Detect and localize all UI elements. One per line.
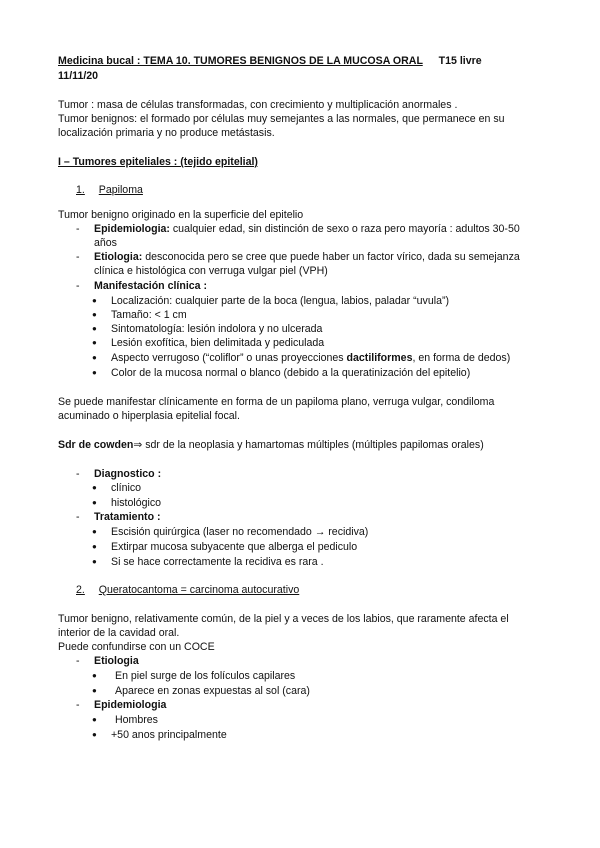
epid-label: Epidemiologia: <box>94 223 170 235</box>
bullet-marker: ● <box>92 527 97 536</box>
bullet-marker: ● <box>92 671 97 680</box>
dash-marker: - <box>76 511 80 523</box>
dash-marker: - <box>76 655 80 667</box>
section-1-title: I – Tumores epiteliales : (tejido epitelial) <box>58 156 258 168</box>
list-item: clínico <box>111 482 142 494</box>
bullet-marker: ● <box>92 686 97 695</box>
dash-marker: - <box>76 468 80 480</box>
cowden-text: sdr de la neoplasia y hamartomas múltiples (múltiples papilomas orales) <box>142 439 484 451</box>
bullet-marker: ● <box>92 730 97 739</box>
bullet-marker: ● <box>92 557 97 566</box>
doc-tag: T15 livre <box>438 55 482 67</box>
diag-label: Diagnostico : <box>94 468 162 480</box>
item5-post: , en forma de dedos) <box>412 352 511 364</box>
queratocantoma-number: 2. <box>76 584 85 596</box>
list-item: Aparece en zonas expuestas al sol (cara) <box>115 685 310 697</box>
arrow-icon: ⇒ <box>133 439 143 451</box>
bullet-marker: ● <box>92 368 97 377</box>
list-item: +50 anos principalmente <box>111 729 227 741</box>
epid-text-2: años <box>94 237 117 249</box>
bullet-marker: ● <box>92 715 97 724</box>
etio-label: Etiologia: <box>94 251 143 263</box>
list-item <box>111 351 510 365</box>
bullet-marker: ● <box>92 310 97 319</box>
header-line <box>58 54 482 68</box>
cowden-line <box>58 438 484 452</box>
list-item: Color de la mucosa normal o blanco (debido a la queratinización del epitelio) <box>111 367 471 379</box>
papiloma-number: 1. <box>76 184 85 196</box>
list-item: Lesión exofítica, bien delimitada y pediculada <box>111 337 325 349</box>
epid-text: cualquier edad, sin distinción de sexo o raza pero mayoría : adultos 30-50 <box>169 223 520 235</box>
list-item: Tamaño: < 1 cm <box>111 309 187 321</box>
list-item: Escisión quirúrgica (laser no recomendado → recidiva) <box>111 526 369 538</box>
querato-def-1: Tumor benigno, relativamente común, de la piel y a veces de los labios, que raramente afecta el <box>58 613 509 625</box>
querato-epid-label: Epidemiologia <box>94 699 167 711</box>
etio-text: desconocida pero se cree que puede haber un factor vírico, dada su semejanza <box>142 251 520 263</box>
queratocantoma-heading <box>76 583 299 597</box>
papiloma-title: Papiloma <box>98 184 143 196</box>
querato-def-2: interior de la cavidad oral. <box>58 627 180 639</box>
bullet-marker: ● <box>92 483 97 492</box>
intro-line-1: Tumor : masa de células transformadas, con crecimiento y multiplicación anormales . <box>58 99 458 111</box>
dash-marker: - <box>76 280 80 292</box>
list-item: histológico <box>111 497 162 509</box>
dash-marker: - <box>76 251 80 263</box>
list-item: En piel surge de los folículos capilares <box>115 670 296 682</box>
bullet-marker: ● <box>92 353 97 362</box>
variants-line-1: Se puede manifestar clínicamente en forma de un papiloma plano, verruga vulgar, condiloma <box>58 396 495 408</box>
list-item: Hombres <box>115 714 158 726</box>
etio-text-2: clínica e histológica con verruga vulgar piel (VPH) <box>94 265 328 277</box>
list-item: Si se hace correctamente la recidiva es rara . <box>111 556 324 568</box>
bullet-marker: ● <box>92 498 97 507</box>
papiloma-etiologia <box>94 250 520 264</box>
queratocantoma-title: Queratocantoma = carcinoma autocurativo <box>98 584 300 596</box>
doc-title: Medicina bucal : TEMA 10. TUMORES BENIGNOS DE LA MUCOSA ORAL <box>58 55 423 67</box>
intro-line-3: localización primaria y no produce metástasis. <box>58 127 275 139</box>
cowden-label: Sdr de cowden <box>58 439 134 451</box>
list-item: Extirpar mucosa subyacente que alberga el pediculo <box>111 541 358 553</box>
querato-confusion: Puede confundirse con un COCE <box>58 641 215 653</box>
bullet-marker: ● <box>92 338 97 347</box>
intro-line-2: Tumor benignos: el formado por células muy semejantes a las normales, que permanece en su <box>58 113 505 125</box>
bullet-marker: ● <box>92 324 97 333</box>
doc-date: 11/11/20 <box>58 70 99 82</box>
variants-line-2: acuminado o hiperplasia epitelial focal. <box>58 410 240 422</box>
trat-label: Tratamiento : <box>94 511 161 523</box>
item5-pre: Aspecto verrugoso (“coliflor” o unas proyecciones <box>111 352 347 364</box>
querato-etio-label: Etiologia <box>94 655 139 667</box>
dash-marker: - <box>76 223 80 235</box>
dash-marker: - <box>76 699 80 711</box>
papiloma-definition: Tumor benigno originado en la superficie del epitelio <box>58 209 304 221</box>
bullet-marker: ● <box>92 542 97 551</box>
manif-label: Manifestación clínica : <box>94 280 208 292</box>
papiloma-heading <box>76 183 143 197</box>
list-item: Sintomatología: lesión indolora y no ulcerada <box>111 323 323 335</box>
item5-bold: dactiliformes <box>346 352 413 364</box>
papiloma-epidemiologia <box>94 222 520 236</box>
list-item: Localización: cualquier parte de la boca (lengua, labios, paladar “uvula”) <box>111 295 450 307</box>
bullet-marker: ● <box>92 296 97 305</box>
